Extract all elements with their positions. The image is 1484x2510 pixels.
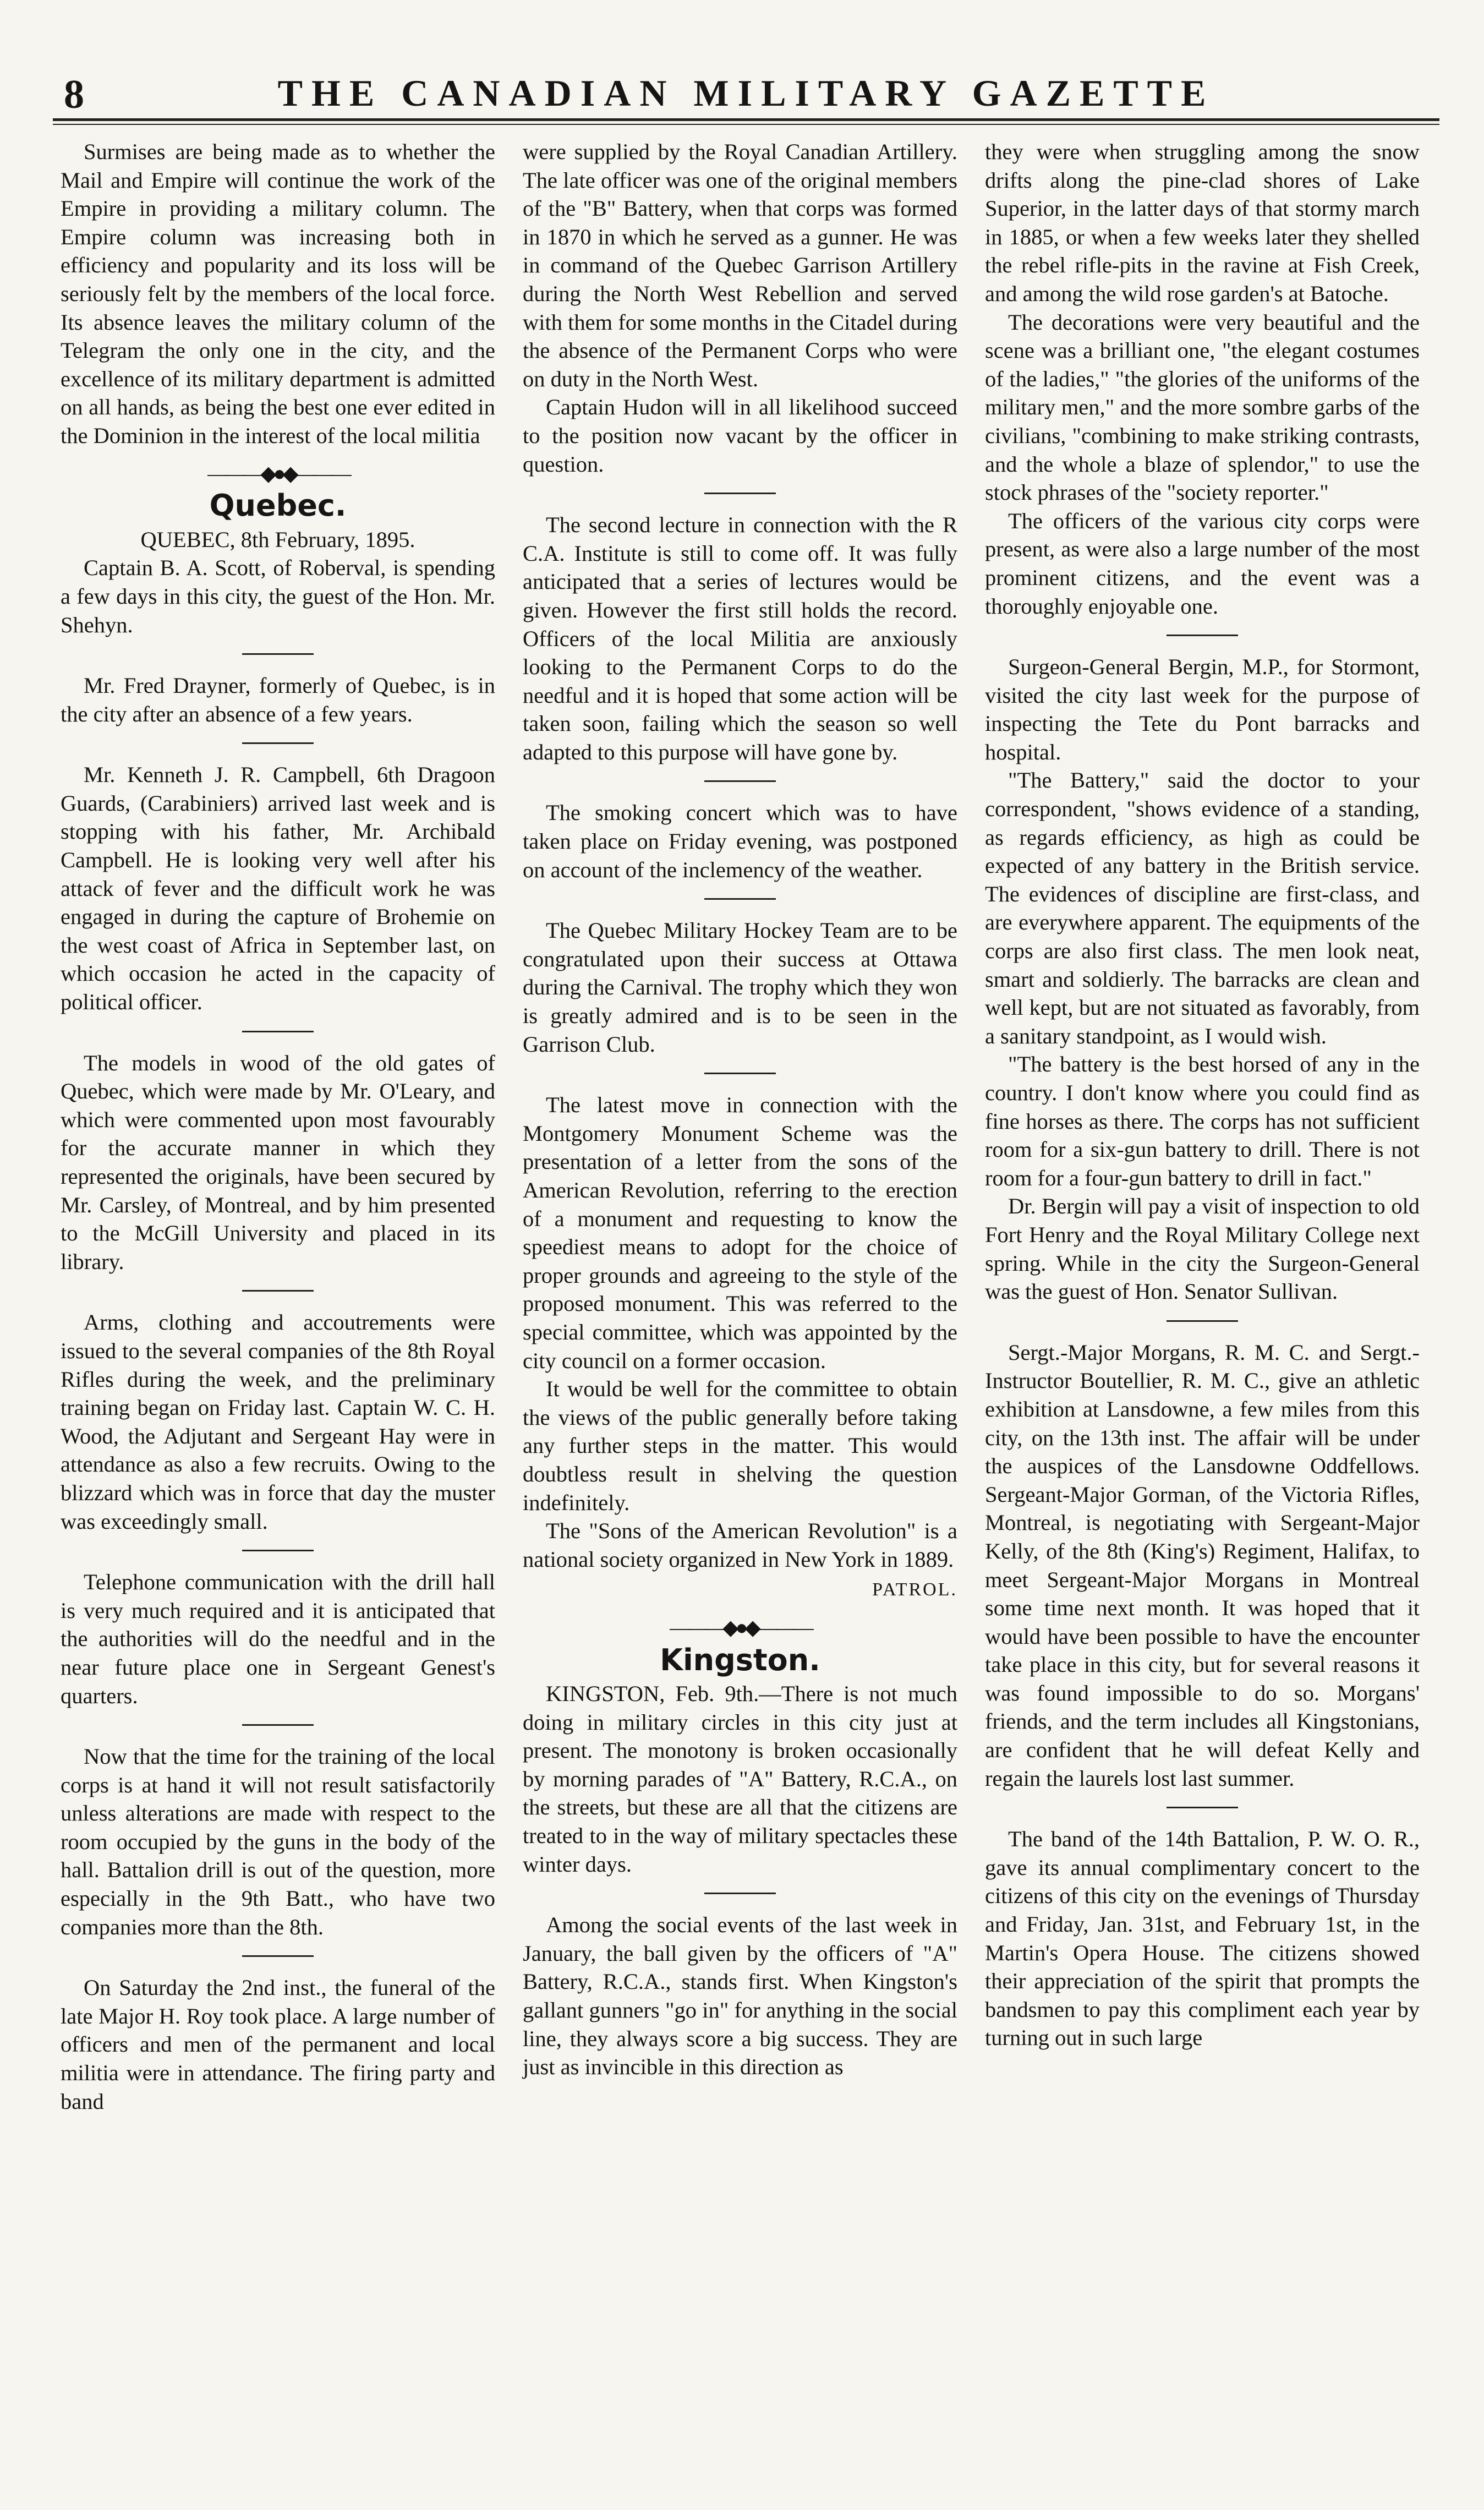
article-paragraph: The decorations were very beautiful and the scene was a brilliant one, "the elegant costumes of the ladies," "the glories of the uniforms of the military men," and the more sombre garbs of the civilians, "combining to make striking contrasts, and the whole a blaze of splendor," to use the stock phrases of the "society reporter." — [985, 309, 1420, 505]
byline-signature: PATROL. — [872, 1579, 957, 1600]
article-paragraph: On Saturday the 2nd inst., the funeral of the late Major H. Roy took place. A large number of officers and men of the permanent and local militia were in attendance. The firing party and band — [61, 1975, 495, 2114]
dateline: QUEBEC, 8th February, 1895. — [140, 527, 415, 552]
item-divider — [242, 1031, 314, 1032]
item-divider — [1167, 1807, 1238, 1808]
item-divider — [1167, 635, 1238, 636]
header-rule-thin — [53, 124, 1439, 125]
article-paragraph: "The Battery," said the doctor to your correspondent, "shows evidence of a standing, as regards efficiency, as high as could be expected of any battery in the British service. The evidences of discipline are first-class, and are everywhere apparent. The equipments of the corps are also first class. The men look neat, smart and soldierly. The barracks are clean and well kept, but are not situated as favorably, from a sanitary standpoint, as I would wish. — [985, 768, 1420, 1048]
item-divider — [242, 1724, 314, 1726]
article-paragraph: It would be well for the committee to obtain the views of the public generally before taking any further steps in the matter. This would doubtless result in shelving the question indefinitely. — [523, 1376, 957, 1515]
article-paragraph: "The battery is the best horsed of any in the country. I don't know where you could find as fine horses as there. The corps has not sufficient room for a six-gun battery to drill. There is not room for a four-gun battery to drill in fact." — [985, 1052, 1420, 1190]
article-paragraph: they were when struggling among the snow drifts along the pine-clad shores of Lake Superior, in the latter days of that stormy march in 1885, or when a few weeks later they shelled the rebel rifle-pits in the ravine at Fish Creek, and among the wild rose garden's at Batoche. — [985, 139, 1420, 306]
page-header — [53, 61, 1439, 121]
item-divider — [704, 898, 776, 900]
article-paragraph: The Quebec Military Hockey Team are to be congratulated upon their success at Ottawa during the Carnival. The trophy which they won is greatly admired and is to be seen in the Garrison Club. — [523, 918, 957, 1057]
article-paragraph: Sergt.-Major Morgans, R. M. C. and Sergt.-Instructor Boutellier, R. M. C., give an athletic exhibition at Lansdowne, a few miles from this city, on the 13th inst. The affair will be under the auspices of the Lansdowne Oddfellows. Sergeant-Major Gorman, of the Victoria Rifles, Montreal, is negotiating with Sergeant-Major Kelly, of the 8th (King's) Regiment, Halifax, to meet Sergeant-Major Morgans in Montreal some time next month. It was hoped that it would have been possible to have the encounter take place in this city, but for several reasons it was found impossible to do so. Morgans' friends, and the term includes all Kingstonians, are confident that he will defeat Kelly and regain the laurels lost last summer. — [985, 1339, 1420, 1791]
item-divider — [704, 493, 776, 494]
article-paragraph: The latest move in connection with the Montgomery Monument Scheme was the presentation of a letter from the sons of the American Revolution, referring to the erection of a monument and requesting to know the speediest means to adopt for the choice of proper grounds and agreeing to the style of the proposed monument. This was referred to the special committee, which was appointed by the city council on a former occasion. — [523, 1092, 957, 1373]
page-number: 8 — [64, 72, 84, 117]
item-divider — [1167, 1320, 1238, 1322]
article-paragraph: The band of the 14th Battalion, P. W. O. R., gave its annual complimentary concert to the citizens of this city on the evenings of Thursday and Friday, Jan. 31st, and February 1st, in the Martin's Opera House. The citizens showed their appreciation of the spirit that prompts the bandsmen to pay this compliment each year by turning out in such large — [985, 1827, 1420, 2050]
item-divider — [704, 1893, 776, 1894]
article-paragraph: KINGSTON, Feb. 9th.—There is not much doing in military circles in this city just at present. The monotony is broken occasionally by morning parades of "A" Battery, R.C.A., on the streets, but these are all that the citizens are treated to in the way of military spectacles these winter days. — [523, 1681, 957, 1877]
article-paragraph: Captain B. A. Scott, of Roberval, is spending a few days in this city, the guest of the Hon. Mr. Shehyn. — [61, 555, 495, 637]
article-paragraph: Surmises are being made as to whether the Mail and Empire will continue the work of the Empire in providing a military column. The Empire column was increasing both in efficiency and popularity and its loss will be seriously felt by the members of the local force. Its absence leaves the military column of the Telegram the only one in the city, and the excellence of its military department is admitted on all hands, as being the best one ever edited in the Dominion in the interest of the local militia — [61, 139, 495, 448]
article-paragraph: The models in wood of the old gates of Quebec, which were made by Mr. O'Leary, and which were commented upon most favourably for the accurate manner in which they represented the originals, have been secured by Mr. Carsley, of Montreal, and by him presented to the McGill University and placed in its library. — [61, 1050, 495, 1274]
item-divider — [242, 1290, 314, 1292]
article-paragraph: Mr. Kenneth J. R. Campbell, 6th Dragoon Guards, (Carabiniers) arrived last week and is stopping with his father, Mr. Archibald Campbell. He is looking very well after his attack of fever and the difficult work he was engaged in during the capture of Brohemie on the west coast of Africa in September last, on which occasion he acted in the capacity of political officer. — [61, 762, 495, 1015]
item-divider — [242, 1955, 314, 1957]
article-paragraph: Mr. Fred Drayner, formerly of Quebec, is in the city after an absence of a few years. — [61, 673, 495, 726]
column-2 — [523, 138, 957, 2081]
column-3 — [985, 138, 1420, 2052]
article-paragraph: were supplied by the Royal Canadian Artillery. The late officer was one of the original members of the "B" Battery, when that corps was formed in 1870 in which he served as a gunner. He was in command of the Quebec Garrison Artillery during the North West Rebellion and served with them for some months in the Citadel during the absence of the Permanent Corps who were on duty in the North West. — [523, 139, 957, 391]
column-1 — [61, 138, 495, 2115]
article-paragraph: The "Sons of the American Revolution" is a national society organized in New York in 1889. — [523, 1518, 957, 1572]
item-divider — [242, 653, 314, 655]
item-divider — [242, 1550, 314, 1551]
item-divider — [704, 1073, 776, 1074]
section-ornament: ———◆●◆——— — [207, 462, 348, 485]
article-paragraph: Telephone communication with the drill hall is very much required and it is anticipated that the authorities will do the needful and in the near future place one in Sergeant Genest's quarters. — [61, 1570, 495, 1708]
section-ornament: ———◆●◆——— — [670, 1616, 811, 1639]
article-paragraph: The smoking concert which was to have taken place on Friday evening, was postponed on account of the inclemency of the weather. — [523, 800, 957, 882]
section-heading-kingston: Kingston. — [660, 1642, 820, 1677]
article-paragraph: Captain Hudon will in all likelihood succeed to the position now vacant by the officer in question. — [523, 395, 957, 477]
article-paragraph: Among the social events of the last week in January, the ball given by the officers of "A" Battery, R.C.A., stands first. When Kingston's gallant gunners "go in" for anything in the social line, they always score a big success. They are just as invincible in this direction as — [523, 1912, 957, 2080]
article-paragraph: Surgeon-General Bergin, M.P., for Stormont, visited the city last week for the purpose of inspecting the Tete du Pont barracks and hospital. — [985, 654, 1420, 764]
header-rule-thick — [53, 118, 1439, 121]
item-divider — [704, 780, 776, 782]
article-paragraph: Dr. Bergin will pay a visit of inspection to old Fort Henry and the Royal Military College next spring. While in the city the Surgeon-General was the guest of Hon. Senator Sullivan. — [985, 1194, 1420, 1304]
article-paragraph: Arms, clothing and accoutrements were issued to the several companies of the 8th Royal Rifles during the week, and the preliminary training began on Friday last. Captain W. C. H. Wood, the Adjutant and Sergeant Hay were in attendance as also a few recruits. Owing to the blizzard which was in force that day the muster was exceedingly small. — [61, 1310, 495, 1534]
section-heading-quebec: Quebec. — [209, 488, 347, 523]
article-paragraph: The officers of the various city corps were present, as were also a large number of the most prominent citizens, and the event was a thoroughly enjoyable one. — [985, 508, 1420, 619]
article-paragraph: Now that the time for the training of the local corps is at hand it will not result satisfactorily unless alterations are made with respect to the room occupied by the guns in the body of the hall. Battalion drill is out of the question, more especially in the 9th Batt., who have two companies more than the 8th. — [61, 1744, 495, 1939]
masthead-title: THE CANADIAN MILITARY GAZETTE — [277, 72, 1215, 114]
article-paragraph: The second lecture in connection with the R C.A. Institute is still to come off. It was fully anticipated that a series of lectures would be given. However the first still holds the record. Officers of the local Militia are anxiously looking to the Permanent Corps to do the needful and it is hoped that some action will be taken soon, failing which the season so well adapted to this purpose will have gone by. — [523, 512, 957, 764]
item-divider — [242, 742, 314, 744]
